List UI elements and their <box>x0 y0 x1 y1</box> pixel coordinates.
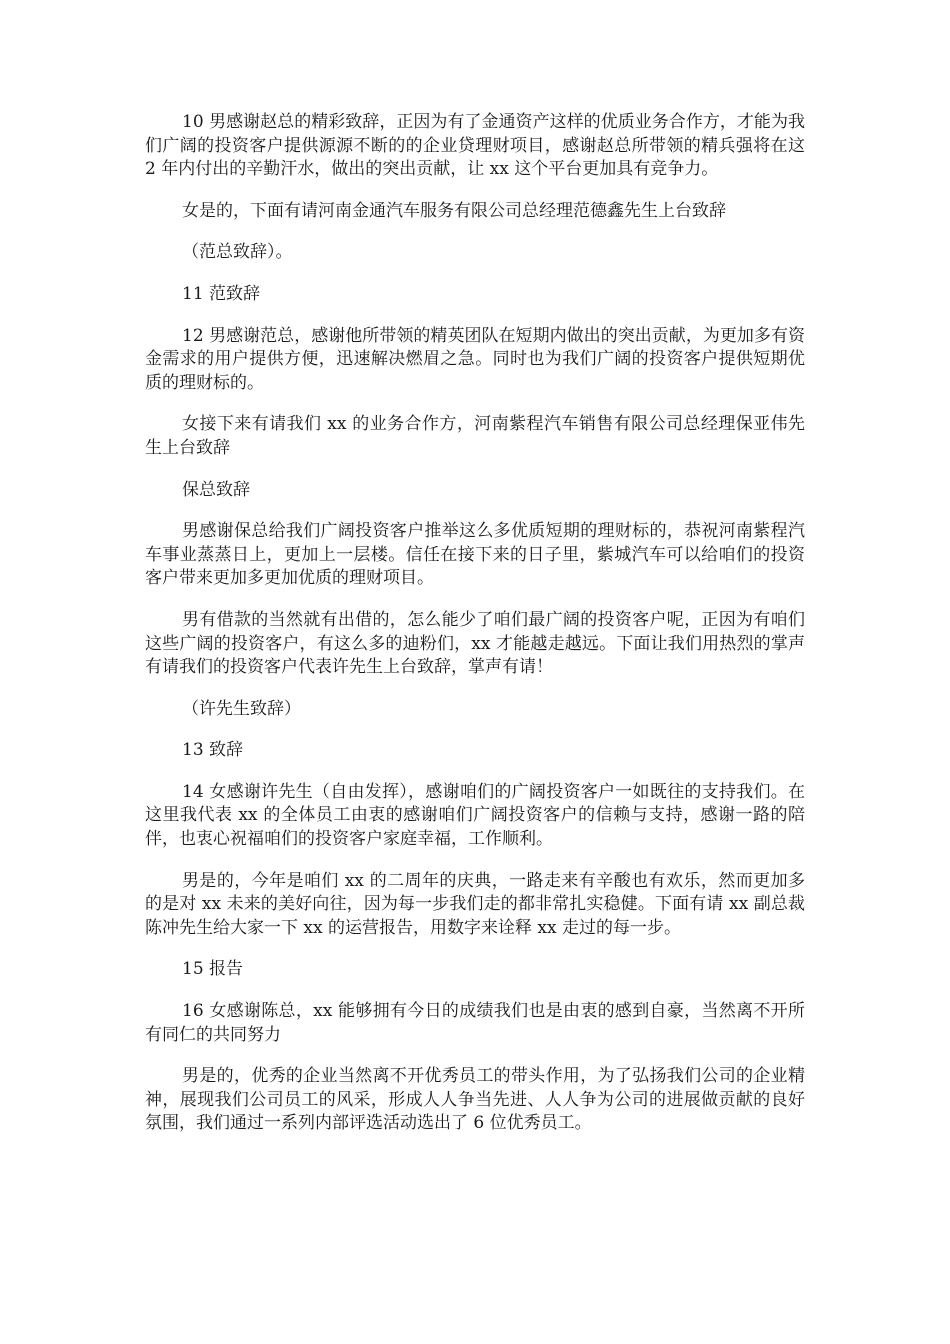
paragraph-15: 16 女感谢陈总，xx 能够拥有今日的成绩我们也是由衷的感到自豪，当然离不开所有同仁的共同努力 <box>145 1001 805 1045</box>
paragraph-7: 保总致辞 <box>182 479 250 500</box>
paragraph-10: （许先生致辞） <box>182 698 301 719</box>
paragraph-12: 14 女感谢许先生（自由发挥），感谢咱们的广阔投资客户一如既往的支持我们。在这里我代表 xx 的全体员工由衷的感谢咱们广阔投资客户的信赖与支持，感谢一路的陪伴，也衷心祝福咱们的投资客户家庭幸福，工作顺利。 <box>145 781 805 850</box>
paragraph-13: 男是的，今年是咱们 xx 的二周年的庆典，一路走来有辛酸也有欢乐，然而更加多的是对 xx 未来的美好向往，因为每一步我们走的都非常扎实稳健。下面有请 xx 副总裁陈冲先生给大家一下 xx 的运营报告，用数字来诠释 xx 走过的每一步。 <box>145 870 805 938</box>
paragraph-11: 13 致辞 <box>182 740 244 761</box>
document-body <box>145 111 805 1154</box>
paragraph-3: （范总致辞）。 <box>182 242 293 263</box>
paragraph-14: 15 报告 <box>182 959 244 980</box>
paragraph-6: 女接下来有请我们 xx 的业务合作方，河南紫程汽车销售有限公司总经理保亚伟先生上台致辞 <box>145 414 805 458</box>
paragraph-16: 男是的，优秀的企业当然离不开优秀员工的带头作用，为了弘扬我们公司的企业精神，展现我们公司员工的风采，形成人人争当先进、人人争为公司的进展做贡献的良好氛围，我们通过一系列内部评选活动选出了 6 位优秀员工。 <box>145 1066 805 1134</box>
paragraph-5: 12 男感谢范总，感谢他所带领的精英团队在短期内做出的突出贡献，为更加多有资金需求的用户提供方便，迅速解决燃眉之急。同时也为我们广阔的投资客户提供短期优质的理财标的。 <box>145 325 805 393</box>
paragraph-8: 男感谢保总给我们广阔投资客户推举这么多优质短期的理财标的，恭祝河南紫程汽车事业蒸蒸日上，更加上一层楼。信任在接下来的日子里，紫城汽车可以给咱们的投资客户带来更加多更加优质的理财项目。 <box>145 521 805 589</box>
paragraph-9: 男有借款的当然就有出借的，怎么能少了咱们最广阔的投资客户呢，正因为有咱们这些广阔的投资客户，有这么多的迪粉们，xx 才能越走越远。下面让我们用热烈的掌声有请我们的投资客户代表许先生上台致辞，掌声有请！ <box>145 609 805 678</box>
paragraph-2: 女是的，下面有请河南金通汽车服务有限公司总经理范德鑫先生上台致辞 <box>182 200 726 221</box>
paragraph-4: 11 范致辞 <box>182 283 261 304</box>
paragraph-1: 10 男感谢赵总的精彩致辞，正因为有了金通资产这样的优质业务合作方，才能为我们广阔的投资客户提供源源不断的的企业贷理财项目，感谢赵总所带领的精兵强将在这 2 年内付出的辛勤汗水，做出的突出贡献，让 xx 这个平台更加具有竞争力。 <box>145 112 805 180</box>
